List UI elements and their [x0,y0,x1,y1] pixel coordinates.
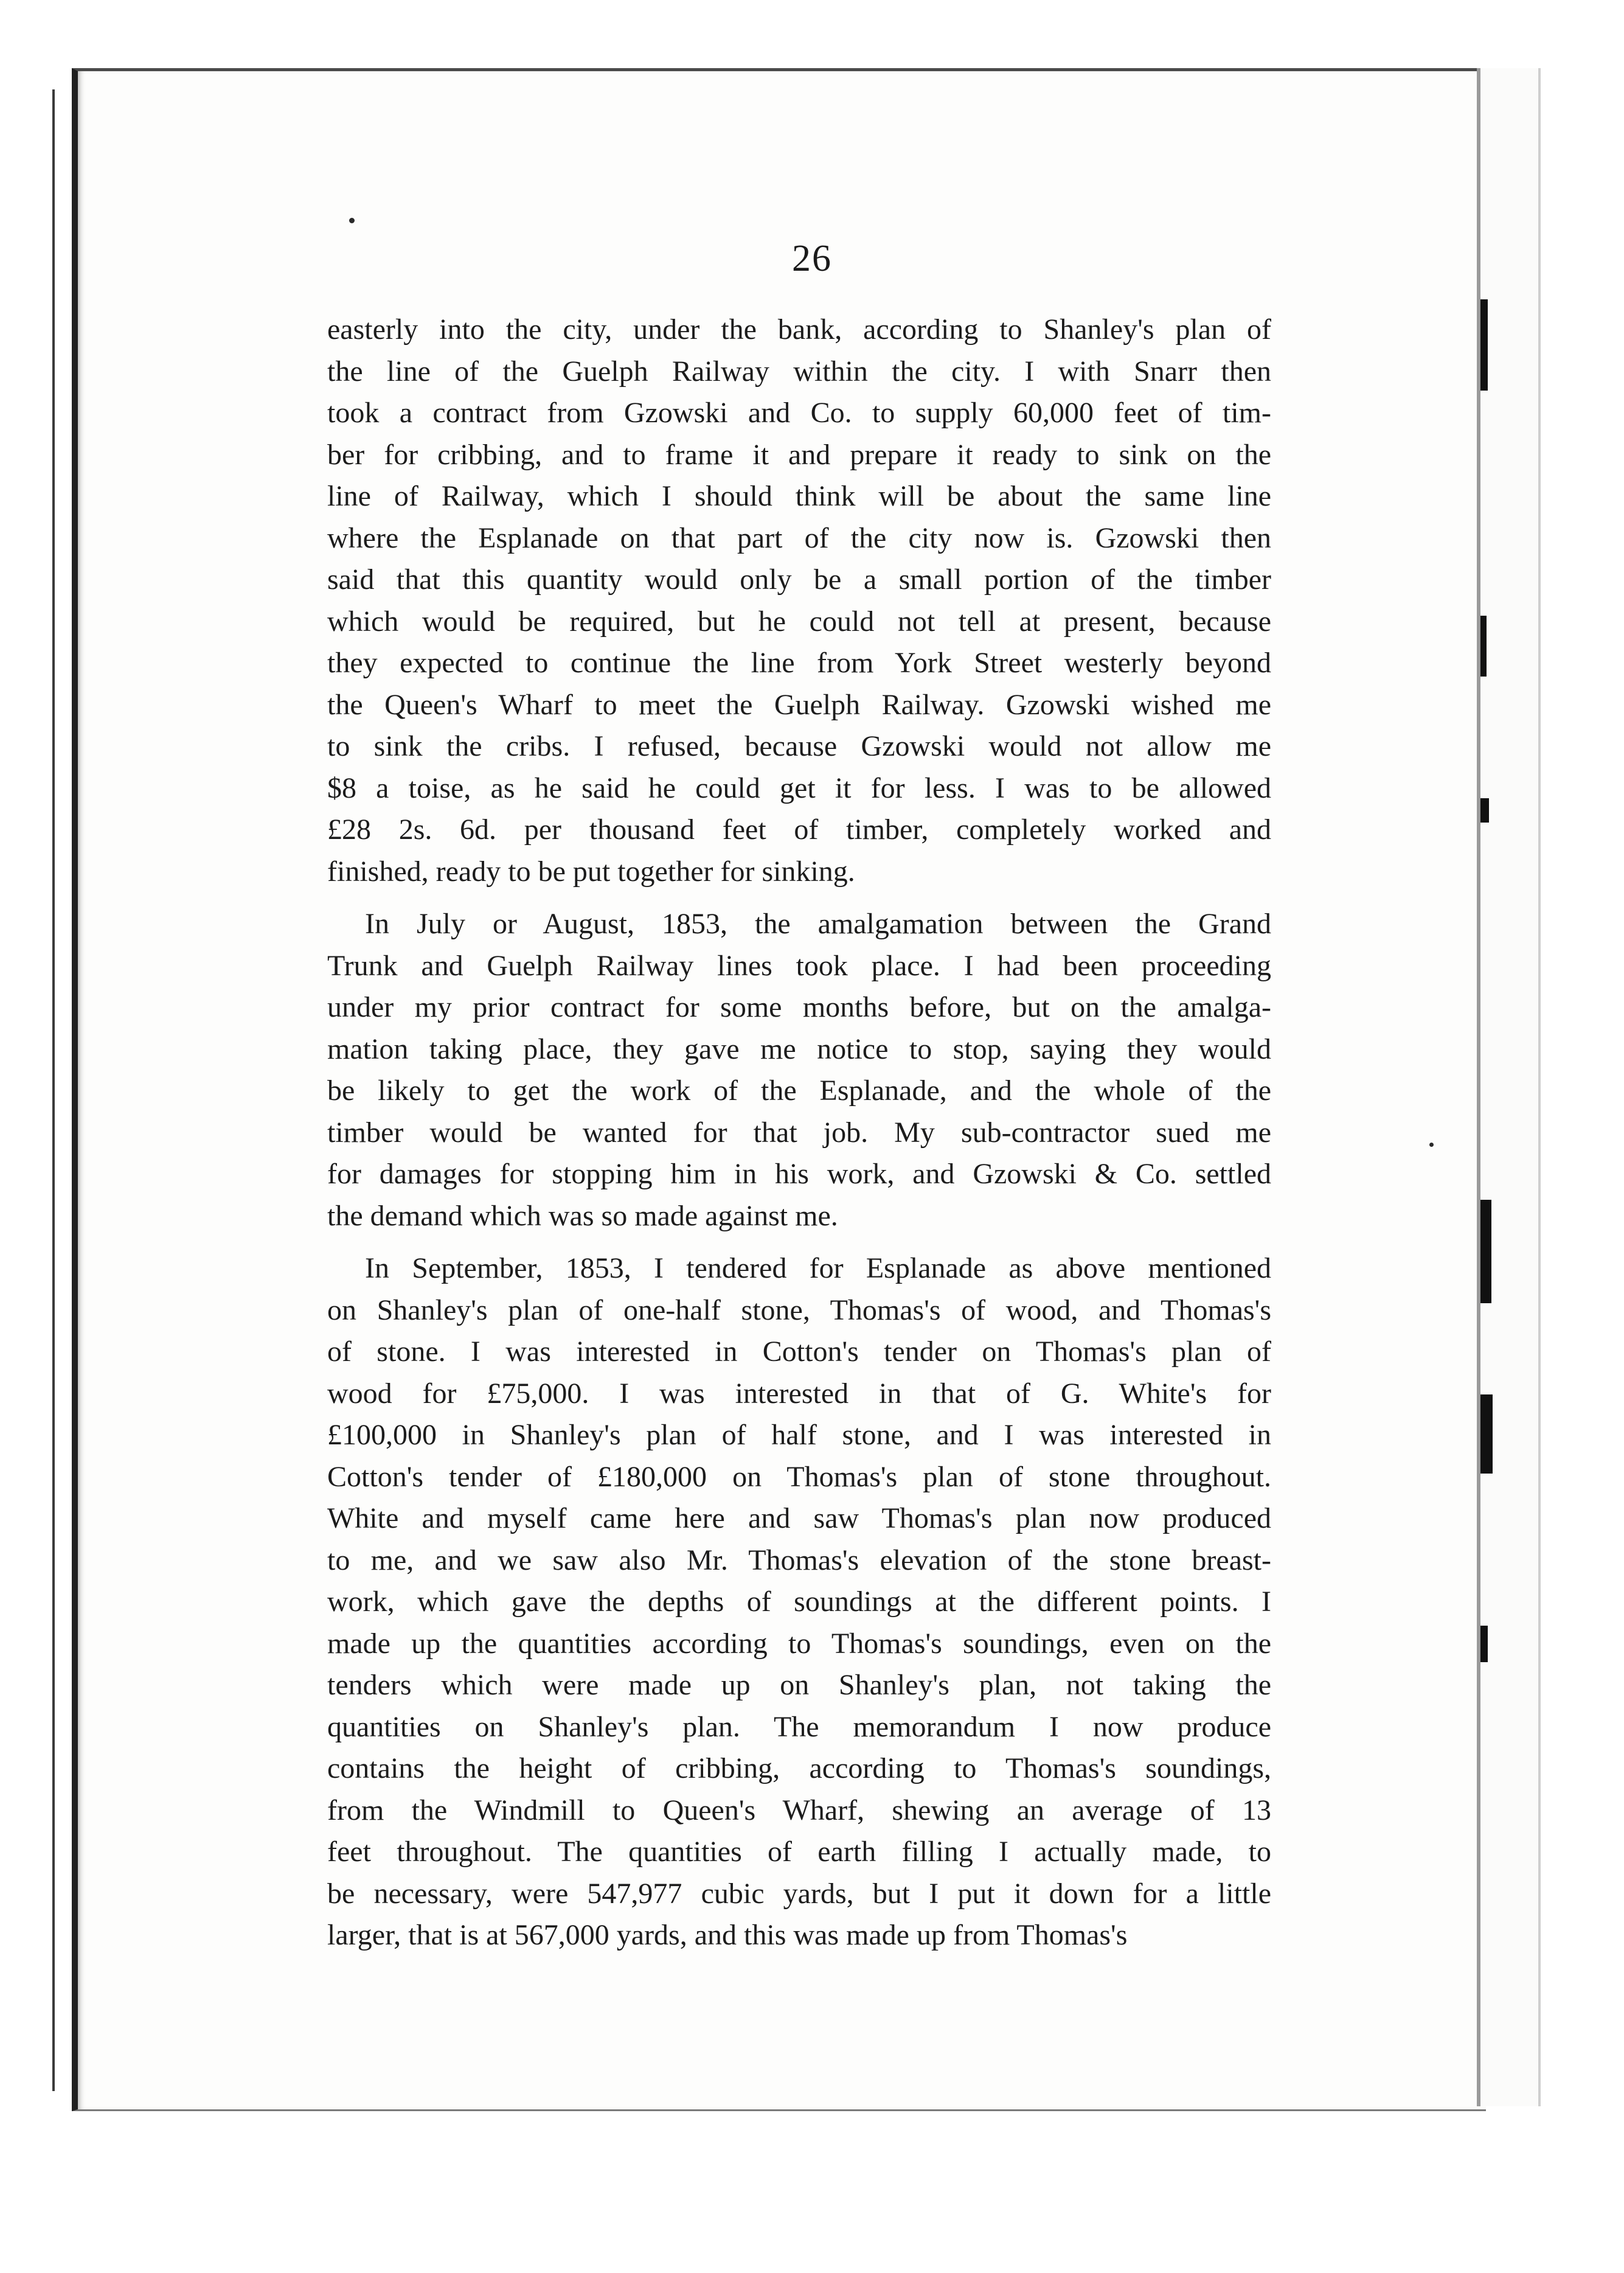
text-line: feet throughout. The quantities of earth filling I actually made, to [327,1836,1271,1868]
text-line: of stone. I was interested in Cotton's tender on Thomas's plan of [327,1335,1271,1368]
text-line: In September, 1853, I tendered for Esplanade as above mentioned [365,1252,1271,1284]
text-line: be likely to get the work of the Esplanade, and the whole of the [327,1074,1271,1107]
text-line: line of Railway, which I should think will be about the same line [327,480,1271,512]
text-line: made up the quantities according to Thomas's soundings, even on the [327,1627,1271,1660]
text-line: wood for £75,000. I was interested in that of G. White's for [327,1377,1271,1410]
text-line: be necessary, were 547,977 cubic yards, but I put it down for a little [327,1877,1271,1910]
paragraph [327,903,1271,1237]
page-number: 26 [792,238,832,279]
text-line: Cotton's tender of £180,000 on Thomas's plan of stone throughout. [327,1460,1271,1493]
text-line: where the Esplanade on that part of the city now is. Gzowski then [327,521,1271,554]
text-line: Trunk and Guelph Railway lines took place. I had been proceeding [327,949,1271,982]
text-line: White and myself came here and saw Thomas's plan now produced [327,1502,1271,1534]
edge-mark [1480,798,1489,823]
text-line: from the Windmill to Queen's Wharf, shewing an average of 13 [327,1794,1271,1826]
text-line: the Queen's Wharf to meet the Guelph Railway. Gzowski wished me [327,688,1271,721]
text-line: timber would be wanted for that job. My sub-contractor sued me [327,1116,1271,1149]
text-line: easterly into the city, under the bank, according to Shanley's plan of [327,313,1271,346]
text-line: ber for cribbing, and to frame it and prepare it ready to sink on the [327,438,1271,471]
text-line: said that this quantity would only be a small portion of the timber [327,563,1271,596]
text-line: mation taking place, they gave me notice to stop, saying they would [327,1032,1271,1065]
edge-mark [1480,1394,1493,1474]
text-line: contains the height of cribbing, according to Thomas's soundings, [327,1752,1271,1784]
ink-speck [1429,1143,1434,1147]
body-text [327,309,1271,1968]
text-line: work, which gave the depths of soundings at the different points. I [327,1586,1271,1618]
edge-mark [1480,616,1487,677]
edge-mark [1480,299,1488,391]
text-line: which would be required, but he could not tell at present, because [327,605,1271,638]
text-line: tenders which were made up on Shanley's plan, not taking the [327,1669,1271,1701]
edge-mark [1480,1200,1491,1303]
paragraph [327,309,1271,893]
text-line: larger, that is at 567,000 yards, and this was made up from Thomas's [327,1919,1128,1951]
text-line: the demand which was so made against me. [327,1199,838,1232]
text-line: the line of the Guelph Railway within the city. I with Snarr then [327,355,1271,388]
adjacent-page-edge [1477,68,1541,2106]
text-line: to me, and we saw also Mr. Thomas's elevation of the stone breast- [327,1544,1271,1576]
text-line: quantities on Shanley's plan. The memorandum I now produce [327,1710,1271,1743]
text-line: £100,000 in Shanley's plan of half stone, and I was interested in [327,1419,1271,1451]
paragraph [327,1248,1271,1957]
text-line: took a contract from Gzowski and Co. to supply 60,000 feet of tim- [327,397,1271,429]
edge-mark [1480,1626,1488,1662]
text-line: In July or August, 1853, the amalgamation between the Grand [365,908,1271,940]
text-line: they expected to continue the line from York Street westerly beyond [327,647,1271,679]
text-line: to sink the cribs. I refused, because Gzowski would not allow me [327,730,1271,762]
text-line: $8 a toise, as he said he could get it for less. I was to be allowed [327,771,1271,804]
ink-speck [349,218,355,223]
text-line: under my prior contract for some months before, but on the amalga- [327,991,1271,1023]
text-line: finished, ready to be put together for sinking. [327,855,855,888]
text-line: on Shanley's plan of one-half stone, Thomas's of wood, and Thomas's [327,1293,1271,1326]
text-line: for damages for stopping him in his work, and Gzowski & Co. settled [327,1158,1271,1190]
text-line: £28 2s. 6d. per thousand feet of timber, completely worked and [327,813,1271,846]
